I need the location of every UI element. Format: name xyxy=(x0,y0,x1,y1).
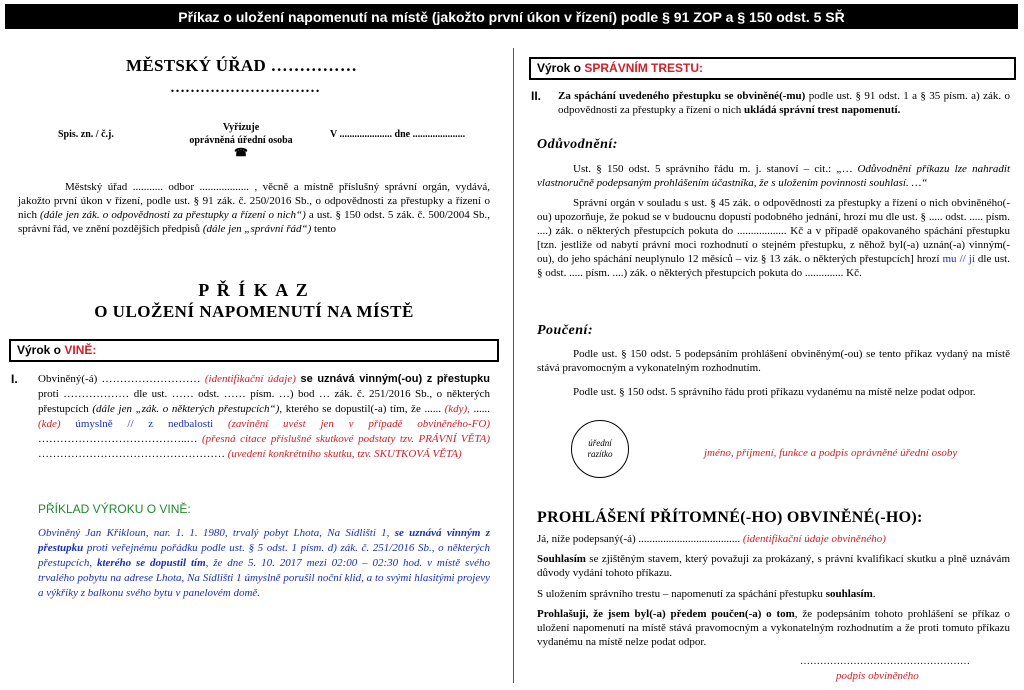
d3b: souhlasím xyxy=(825,588,873,600)
ex-d: kterého se dopustil tím xyxy=(96,557,206,569)
v8: ...... xyxy=(469,403,491,415)
v13: (přesná citace příslušné skutkové podstaty tzv. PRÁVNÍ VĚTA) xyxy=(202,433,490,445)
p2b: podle ust. § 91 odst. 1 a § 35 písm. a) zák. o odpovědnosti za přestupky a řízení o nich xyxy=(558,90,1010,116)
intro-a: Městský úřad ........... odbor .................. , věcně a místně příslušný správní orgán, vydává, jakožto první úkon v řízení, podle ust. § 91 zák. č. 250/2016 Sb., o odpovědnosti za přestupky a řízení o nich xyxy=(18,181,490,221)
declaration-p3 xyxy=(537,587,1010,601)
reasoning-p2 xyxy=(537,196,1010,280)
v6: , kterého se dopustil(-a) tím, že ...... xyxy=(279,403,445,415)
accused-signature-line: …………………………………………… xyxy=(800,656,970,667)
declaration-heading: PROHLÁŠENÍ PŘÍTOMNÉ(-HO) OBVINĚNÉ(-HO): xyxy=(537,509,923,526)
verdict-penalty-header xyxy=(529,57,1016,80)
verdict-head-b: VINĚ: xyxy=(64,343,97,357)
v4: proti ……………… dle ust. …… odst. …… písm. …) bod … zák. č. 251/2016 Sb., o některých přestupcích xyxy=(38,388,490,415)
example-heading: PŘÍKLAD VÝROKU O VINĚ: xyxy=(38,502,191,516)
phone-icon: ☎ xyxy=(234,147,248,159)
office-name-line2: ………………………… xyxy=(170,80,320,96)
r1b: „… Odůvodnění příkazu lze nahradit vlastnoručně podepsaným prohlášením účastníka, že s uložením povinnosti souhlasí. …“ xyxy=(537,163,1011,189)
roman-two: II. xyxy=(531,89,542,103)
r2a: Správní orgán v souladu s ust. § 45 zák. o odpovědnosti za přestupky a řízení o nich obviněného(-ou) upozorňuje, že pokud se v budoucnu dopustí podobného jednání, hrozí mu dle ust. § ..... odst. ..... písm. ....) zák. o některých přestupcích pokuta do .................. Kč a v případě opakovaného spáchání přestupku [tzn. jestliže od nabytí právní moci rozhodnutí o stejném přestupku, z něhož byl(-a) uznán(-a) vinným(-ou), do jeho spáchání neuplynulo 12 měsíců – viz § 13 zák. o některých přestupcích] hrozí xyxy=(537,197,1010,265)
example-text xyxy=(38,526,490,601)
declaration-p4 xyxy=(537,607,1010,649)
intro-paragraph xyxy=(18,180,490,236)
ex-a: Obviněný Jan Křikloun, nar. 1. 1. 1980, trvalý pobyt Lhota, Na Sídlišti 1, xyxy=(38,527,395,539)
penalty-text xyxy=(558,89,1010,117)
handler-label-2: oprávněná úřední osoba xyxy=(189,135,293,146)
v9: (kde) xyxy=(38,418,61,430)
intro-d: (dále jen „správní řád“) xyxy=(202,223,312,235)
d1a: Já, níže podepsaný(-á) ..................................... xyxy=(537,533,743,545)
d1b: (identifikační údaje obviněného) xyxy=(742,533,886,545)
document-banner: Příkaz o uložení napomenutí na místě (jakožto první úkon v řízení) podle § 91 ZOP a § 150 odst. 5 SŘ xyxy=(5,4,1018,29)
doc-subtitle: O ULOŽENÍ NAPOMENUTÍ NA MÍSTĚ xyxy=(94,302,414,321)
v5: (dále jen „zák. o některých přestupcích“) xyxy=(92,403,280,415)
d3c: . xyxy=(872,588,876,600)
r1a: Ust. § 150 odst. 5 správního řádu m. j. stanoví – cit.: xyxy=(573,163,837,175)
v3: se uznává vinným(-ou) z přestupku xyxy=(295,373,491,385)
declaration-p2 xyxy=(537,552,1010,580)
v1: Obviněný(-á) ……………………… xyxy=(38,373,205,385)
office-name: MĚSTSKÝ ÚŘAD …………… xyxy=(126,56,358,75)
roman-one: I. xyxy=(11,372,18,386)
p2c: ukládá správní trest napomenutí. xyxy=(744,104,901,116)
doc-title: P Ř Í K A Z xyxy=(198,280,310,300)
ex-e: , že dne 5. 10. 2017 mezi 02:00 – 02:30 hod. v místě svého trvalého pobytu na adrese Lhota, Na Sídlišti 1 úmyslně porušil noční klid, a to svými hlasitými projevy a výkřiky z balkonu svého bytu v panelovém domě. xyxy=(38,557,490,599)
accused-signature-label: podpis obviněného xyxy=(836,670,919,682)
instruction-p1: Podle ust. § 150 odst. 5 podepsáním prohlášení obviněným(-ou) se tento příkaz vydaný na místě stává pravomocným a vykonatelným rozhodnutím. xyxy=(537,348,1010,374)
instruction-p2: Podle ust. § 150 odst. 5 správního řádu proti příkazu vydanému na místě nelze podat odpor. xyxy=(573,386,976,398)
verdict-guilt-header xyxy=(9,339,499,362)
ref-label: Spis. zn. / č.j. xyxy=(58,129,114,140)
d4a: Prohlašuji, že jsem byl(-a) předem poučen(-a) o tom xyxy=(537,608,795,620)
intro-b: (dále jen zák. o odpovědnosti za přestupky a řízení o nich“) xyxy=(40,209,306,221)
v7: (kdy), xyxy=(444,403,470,415)
declaration-p1 xyxy=(537,532,1010,546)
official-stamp xyxy=(571,420,629,478)
v2: (identifikační údaje) xyxy=(204,373,296,385)
verdict-head-a: Výrok o xyxy=(17,343,65,357)
stamp-line1: úřední xyxy=(588,438,612,448)
intro-c: a ust. § 150 odst. 5 zák. č. 500/2004 Sb., správní řád, ve znění pozdějších předpisů xyxy=(18,209,490,235)
v10: úmyslně // z nedbalosti xyxy=(60,418,214,430)
instruction-heading: Poučení: xyxy=(537,323,594,338)
reasoning-p1 xyxy=(537,162,1010,190)
place-date: V ..................... dne ..................... xyxy=(330,129,466,140)
column-divider xyxy=(513,48,514,683)
d4b: , že podepsáním tohoto prohlášení se příkaz o uložení napomenutí na místě stává pravomocným a vykonatelným rozhodnutím a že proti tomuto příkazu vydanému na místě nelze podat odpor. xyxy=(537,608,1010,648)
d2b: se zjištěným stavem, který považuji za prokázaný, s právní kvalifikací skutku a plně uznávám důvody vydání tohoto příkazu. xyxy=(537,553,1010,579)
penalty-head-b: SPRÁVNÍM TRESTU: xyxy=(584,61,704,75)
v11: (zavinění uvést jen v případě obviněného-FO) xyxy=(213,418,491,430)
official-signature-label: jméno, příjmení, funkce a podpis oprávněné úřední osoby xyxy=(704,447,958,459)
d3a: S uložením správního trestu – napomenutí za spáchání přestupku xyxy=(537,588,826,600)
handler-label-1: Vyřizuje xyxy=(222,122,260,133)
ex-b: se uznává vinným z přestupku xyxy=(38,527,490,554)
p2a: Za spáchání uvedeného přestupku se obviněné(-mu) xyxy=(558,90,806,102)
v12: …………………………………..… xyxy=(38,433,202,445)
guilt-verdict-text xyxy=(38,372,490,462)
intro-e: tento xyxy=(311,223,337,235)
r2b: mu // jí xyxy=(942,253,975,265)
v14: …………………………………………… xyxy=(38,448,228,460)
penalty-head-a: Výrok o xyxy=(537,61,585,75)
v15: (uvedení konkrétního skutku, tzv. SKUTKOVÁ VĚTA) xyxy=(227,448,462,460)
handler-label xyxy=(186,121,296,160)
r2c: dle ust. § odst. ..... písm. ....) zák. o některých přestupcích pokuta do .............. Kč. xyxy=(537,253,1010,279)
stamp-line2: razítko xyxy=(587,449,613,459)
d2a: Souhlasím xyxy=(537,553,586,565)
reasoning-heading: Odůvodnění: xyxy=(537,137,618,152)
ex-c: proti veřejnému pořádku podle ust. § 5 odst. 1 písm. d) zák. č. 251/2016 Sb., o některých přestupcích, xyxy=(38,542,490,569)
